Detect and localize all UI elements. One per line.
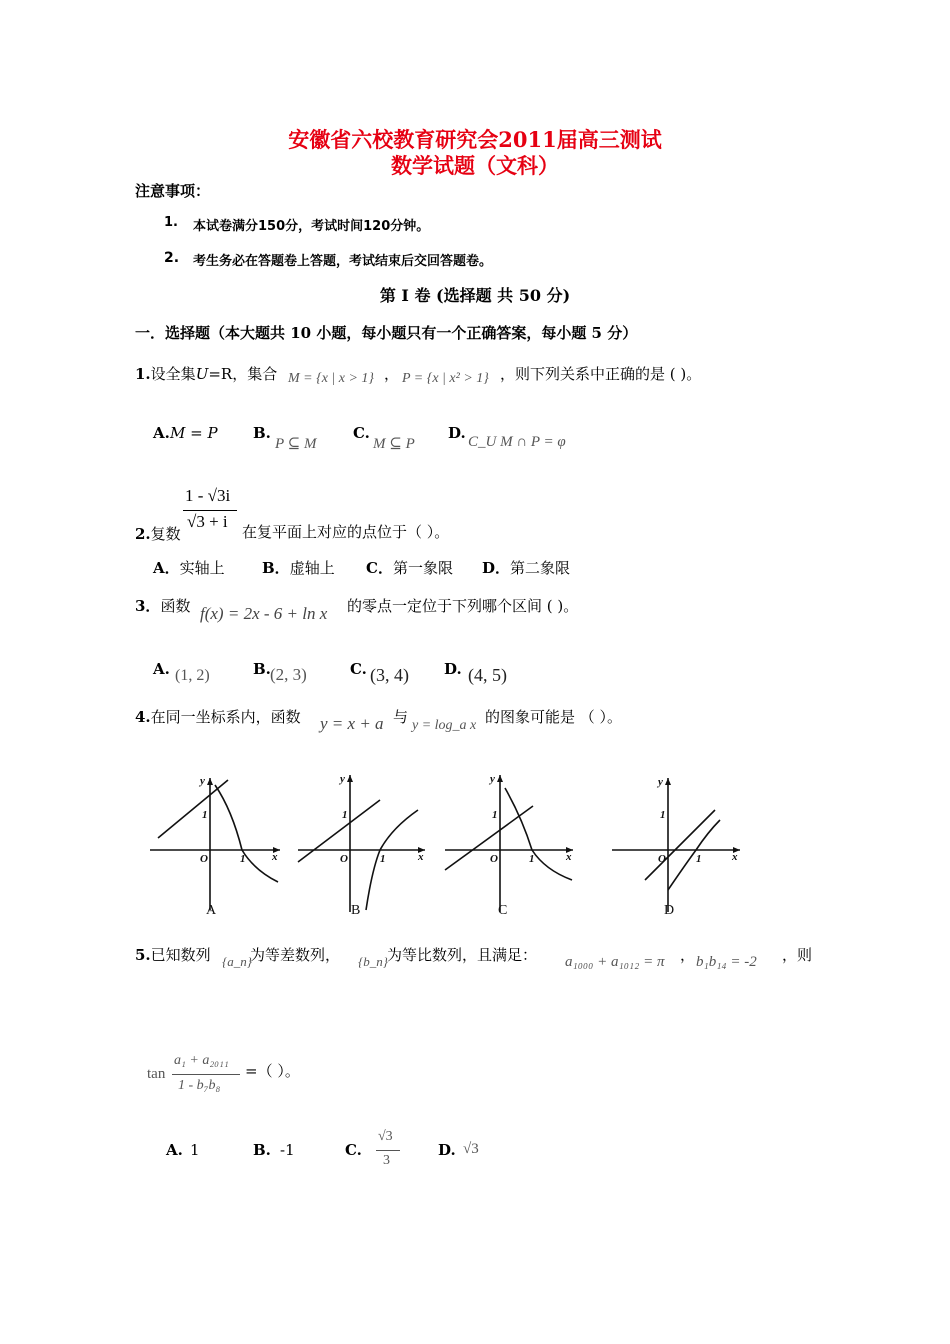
option-a-label: A. [153,660,170,678]
fraction-numerator: 1 - √3i [185,486,231,505]
question-text: 为等差数列， [250,946,341,964]
x-label: x [566,851,572,863]
option-d [482,557,570,578]
section-title: 第 I 卷 (选择题 共 50 分) [379,286,571,305]
option-c-text: (3, 4) [370,665,409,685]
origin-label: O [200,853,208,865]
question-number: 4. [135,708,151,726]
question-text: 与 [393,708,409,726]
function-1: y = x + a [320,714,384,733]
notice-item-text: 本试卷满分150分，考试时间120分钟。 [193,219,430,234]
question-text: 在复平面上对应的点位于（ ）。 [242,523,450,541]
section-heading: 一．选择题（本大题共 10 小题，每小题只有一个正确答案，每小题 5 分） [135,324,638,342]
option-b-label: B. [253,660,271,678]
y-arrow [497,775,503,782]
option-a-text: M = P [170,424,218,442]
set-p-formula: P = {x | x² > 1} [402,371,489,386]
function-2: y = log_a x [412,718,477,733]
notice-item-num: 2. [164,250,180,266]
log-curve [215,785,278,882]
option-text: 第二象限 [510,559,571,577]
option-c-text: M ⊆ P [373,436,415,452]
option-label: B． [262,559,290,577]
option-text: 实轴上 [179,559,225,577]
y-arrow [665,778,671,785]
question-number: 5. [135,946,151,964]
option-d-text: √3 [463,1141,479,1157]
notice-item-num: 1. [164,215,178,230]
option-d-label: D. [444,660,462,678]
option-d-text: C_U M ∩ P = φ [468,434,566,450]
question-number: 3． [135,597,161,615]
fraction-denominator: 1 - b₇b₈ [178,1078,221,1093]
fraction-bar [376,1150,400,1151]
question-text: 已知数列 [150,946,211,964]
sequence-b: {b_n} [358,954,388,969]
log-curve [505,788,572,880]
option-text: 第一象限 [392,559,453,577]
sequence-a: {a_n} [222,954,252,969]
y-label: y [490,773,495,785]
question-text: =（ ）。 [245,1062,300,1080]
set-m-formula: M = {x | x > 1} [288,371,375,386]
option-c-denominator: 3 [383,1153,390,1168]
tick-label: 1 [696,853,702,865]
math-var: U [195,365,209,383]
option-b-label: B. [253,1141,271,1159]
option-a-label: A. [153,424,170,442]
graphs-figure [140,770,750,920]
y-label: y [200,775,205,787]
tick-label: 1 [492,809,498,821]
option-text: 虚轴上 [289,559,335,577]
x-label: x [732,851,738,863]
fraction-bar [172,1074,240,1075]
y-label: y [340,773,345,785]
comma: ， [384,365,400,383]
graph-label-a: A [206,903,217,918]
function-formula: f(x) = 2x - 6 + ln x [200,604,328,623]
notice-label: 注意事项： [135,182,211,200]
origin-label: O [340,853,348,865]
option-label: C． [366,559,393,577]
option-a-text: 1 [190,1141,200,1159]
option-b-text: -1 [280,1141,295,1159]
question-text: ，则下列关系中正确的是 ( )。 [500,365,702,383]
question-text: 的零点一定位于下列哪个区间 ( )。 [347,597,579,615]
fraction-denominator: √3 + i [187,512,228,531]
option-label: D． [482,559,511,577]
fraction-numerator: a₁ + a₂₀₁₁ [174,1053,229,1068]
graph-label-b: B [351,903,361,918]
option-d-label: D. [448,424,466,442]
question-number: 2. [135,525,151,543]
option-c-numerator: √3 [378,1129,393,1144]
tick-label: 1 [202,809,208,821]
tick-label: 1 [380,853,386,865]
y-label: y [658,776,663,788]
option-b-label: B. [253,424,271,442]
option-b-text: P ⊆ M [275,436,317,452]
condition-2: b₁b₁₄ = -2 [696,954,757,970]
line-graph [298,800,380,862]
question-1 [135,363,277,384]
origin-label: O [490,853,498,865]
question-text: ，则 [782,946,813,964]
option-label: A． [153,559,180,577]
notice-item-text: 考生务必在答题卷上答题，考试结束后交回答题卷。 [193,254,493,269]
page-subtitle: 数学试题（文科） [391,153,559,178]
tick-label: 1 [529,853,535,865]
tick-label: 1 [240,853,246,865]
question-3 [135,595,190,616]
page-title: 安徽省六校教育研究会2011届高三测试 [288,127,662,152]
option-c-label: C. [345,1141,362,1159]
tan-label: tan [147,1066,166,1082]
comma: ， [680,946,696,964]
x-label: x [418,851,424,863]
option-c [366,557,453,578]
condition-1: a₁₀₀₀ + a₁₀₁₂ = π [565,954,665,970]
question-text: 函数 [160,597,191,615]
graph-label-c: C [498,903,508,918]
option-c-label: C. [350,660,367,678]
log-curve [366,810,418,910]
tick-label: 1 [342,809,348,821]
question-2 [135,523,181,544]
question-text: 的图象可能是 （ ）。 [485,708,623,726]
origin-label: O [658,853,666,865]
option-d-label: D. [438,1141,456,1159]
x-label: x [272,851,278,863]
question-5 [135,944,211,965]
tick-label: 1 [660,809,666,821]
option-c-label: C. [353,424,370,442]
question-text: 为等比数列，且满足： [387,946,538,964]
option-b-text: (2, 3) [270,665,307,684]
y-arrow [207,778,213,785]
y-arrow [347,775,353,782]
option-b [262,557,335,578]
option-a-text: (1, 2) [175,667,210,684]
question-text: 复数 [150,525,181,543]
fraction-bar [183,510,237,511]
option-a-label: A. [166,1141,183,1159]
option-d-text: (4, 5) [468,665,507,685]
option-a [153,557,225,578]
question-text: 设全集 [150,365,196,383]
line-graph [645,810,715,880]
question-text: 在同一坐标系内，函数 [150,708,301,726]
graph-label-d: D [664,903,675,918]
question-text: =R，集合 [208,365,278,383]
question-4 [135,706,301,727]
question-number: 1. [135,365,151,383]
